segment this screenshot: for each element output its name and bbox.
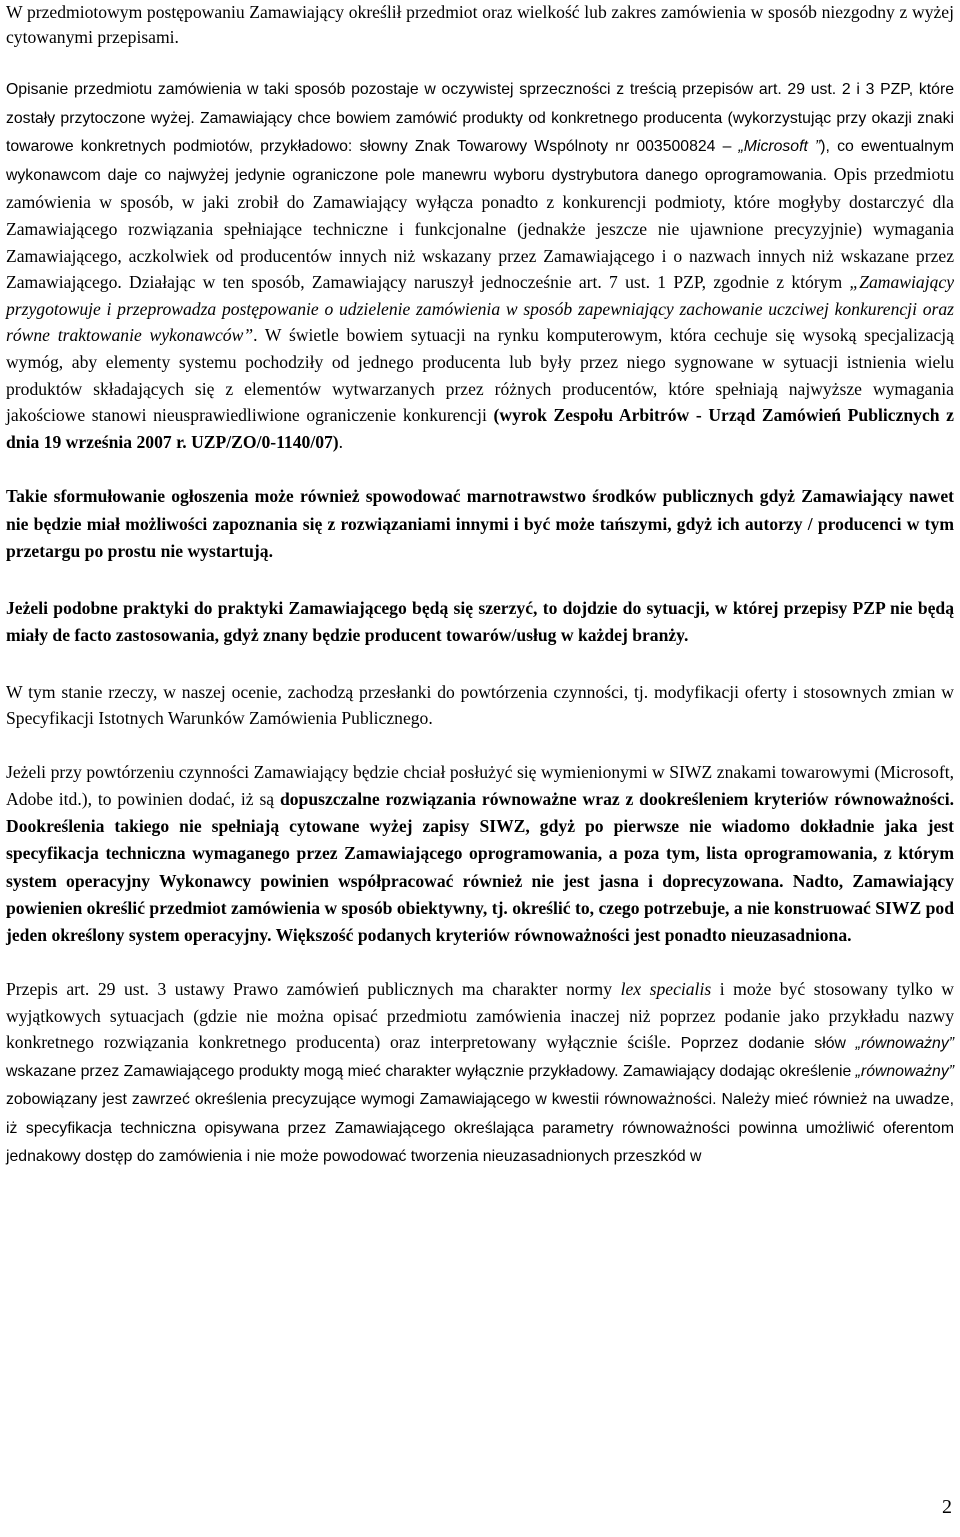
paragraph-2 (6, 75, 954, 455)
paragraph-3-text: Takie sformułowanie ogłoszenia może również spowodować marnotrawstwo środków publicznych gdyż Zamawiający nawet nie będzie miał możliwości zapoznania się z rozwiązaniami innymi i być może tańszymi, gdyż ich autorzy / producenci w tym przetargu po prostu nie wystartują. (6, 486, 954, 562)
paragraph-1 (6, 0, 954, 49)
paragraph-1-text: W przedmiotowym postępowaniu Zamawiający określił przedmiot oraz wielkość lub zakres zamówienia w sposób niezgodny z wyżej cytowanymi przepisami. (6, 2, 954, 47)
paragraph-7-text-b: i może być stosowany tylko w wyjątkowych sytuacjach (gdzie nie można opisać przedmiotu zamówienia inaczej niż poprzez podanie jako przykładu nazwy konkretnego rozwiązania konkretnego producenta) oraz interpretowany wyłącznie ściśle. (6, 979, 955, 1052)
paragraph-2-ruling: (wyrok Zespołu Arbitrów - Urząd Zamówień Publicznych z dnia 19 września 2007 r. UZP/ZO/0-1140/07) (6, 405, 954, 452)
paragraph-7-rownowazny-1: „równoważny” (855, 1034, 954, 1052)
paragraph-2-text-f: . (338, 431, 344, 452)
paragraph-7-text-a: Przepis art. 29 ust. 3 ustawy Prawo zamówień publicznych ma charakter normy (6, 979, 621, 1000)
paragraph-2-article-quote: „Zamawiający przygotowuje i przeprowadza postępowanie o udzielenie zamówienia w sposób zapewniający zachowanie uczciwej konkurencji oraz równe traktowanie wykonawców” (6, 272, 954, 346)
paragraph-5-text: W tym stanie rzeczy, w naszej ocenie, zachodzą przesłanki do powtórzenia czynności, tj. modyfikacji oferty i stosownych zmian w Specyfikacji Istotnych Warunków Zamówienia Publicznego. (6, 681, 954, 729)
paragraph-2-text-e: . W świetle bowiem sytuacji na rynku komputerowym, która cechuje się wysoką specjalizacją wymóg, aby elementy systemu pochodziły od jednego producenta lub były przez niego sygnowane w sytuacji istnienia wielu produktów składających się z elementów wytwarzanych przez różnych producentów, które spełniają najwyższe wymagania jakościowe stanowi nieusprawiedliwione ograniczenie konkurencji (6, 325, 955, 426)
paragraph-3 (6, 483, 954, 566)
paragraph-2-text-b: Zamawiający chce bowiem zamówić produkty od konkretnego producenta (wykorzystując przy okazji znaki towarowe konkretnych podmiotów, przykładowo: słowny Znak Towarowy Wspólnoty nr 003500824 – (6, 109, 954, 156)
document-body (6, 0, 954, 1170)
paragraph-2-microsoft-quote: „Microsoft ” (738, 138, 821, 156)
paragraph-7-text-e: zobowiązany jest zawrzeć określenia precyzujące wymogi Zamawiającego w kwestii równoważności. Należy mieć również na uwadze, iż specyfikacja techniczna opisywana przez Zamawiającego określająca parametry równoważności powinna umożliwić oferentom jednakowy dostęp do zamówienia i nie może powodować tworzenia nieuzasadnionych przeszkód w (6, 1091, 954, 1166)
page-number: 2 (942, 1496, 952, 1518)
paragraph-6-text-bold: dopuszczalne rozwiązania równoważne wraz z dookreśleniem kryteriów równoważności. Dookreślenia takiego nie spełniają cytowane wyżej zapisy SIWZ, gdyż po pierwsze nie wiadomo dokładnie jaka jest specyfikacja techniczna wymaganego przez Zamawiającego oprogramowania, a poza tym, lista oprogramowania, z którym system operacyjny Wykonawcy powinien współpracować również nie jest jasna i doprecyzowana. Nadto, Zamawiający powienien określić przedmiot zamówienia w sposób obiektywny, tj. określić to, czego potrzebuje, a nie konstruować SIWZ pod jeden określony system operacyjny. Większość podanych kryteriów równoważności jest ponadto nieuzasadniona. (6, 789, 954, 946)
paragraph-6-text-a: Jeżeli przy powtórzeniu czynności Zamawiający będzie chciał posłużyć się wymienionymi w SIWZ znakami towarowymi (Microsoft, Adobe itd.), to powinien dodać, iż są (6, 761, 954, 810)
paragraph-7-lex-specialis: lex specialis (620, 979, 712, 1000)
paragraph-2-text-c: ), co ewentualnym wykonawcom daje co najwyżej jedynie ograniczone pole manewru wyboru dystrybutora danego oprogramowania. (6, 138, 954, 184)
paragraph-7-rownowazny-2: „równoważny” (855, 1063, 954, 1081)
paragraph-5 (6, 679, 954, 732)
paragraph-2-text-d: Opis przedmiotu zamówienia w sposób, w jaki zrobił do Zamawiający wyłącza ponadto z konkurencji podmioty, które mogłyby dostarczyć dla Zamawiającego rozwiązania spełniające techniczne i funkcjonalne (jednakże jeszcze nie ujawnione precyzyjnie) wymagania Zamawiającego, aczkolwiek od producentów innych niż wskazany przez Zamawiającego i o nazwach innych niż wskazane przez Zamawiającego. Działając w ten sposób, Zamawiający naruszył jednocześnie art. 7 ust. 1 PZP, zgodnie z którym (6, 163, 954, 293)
paragraph-4 (6, 595, 954, 650)
paragraph-4-text: Jeżeli podobne praktyki do praktyki Zamawiającego będą się szerzyć, to dojdzie do sytuacji, w której przepisy PZP nie będą miały de facto zastosowania, gdyż znany będzie producent towarów/usług w każdej branży. (6, 597, 954, 646)
paragraph-7-text-c: Poprzez dodanie słów (670, 1034, 856, 1052)
paragraph-7-text-d: wskazane przez Zamawiającego produkty mogą mieć charakter wyłącznie przykładowy. Zamawiający dodając określenie (6, 1063, 856, 1081)
paragraph-2-text-a: Opisanie przedmiotu zamówienia w taki sposób pozostaje w oczywistej sprzeczności z treścią przepisów art. 29 ust. 2 i 3 PZP, które zostały przytoczone wyżej. (6, 81, 954, 127)
paragraph-7 (6, 976, 954, 1170)
paragraph-6 (6, 759, 954, 949)
